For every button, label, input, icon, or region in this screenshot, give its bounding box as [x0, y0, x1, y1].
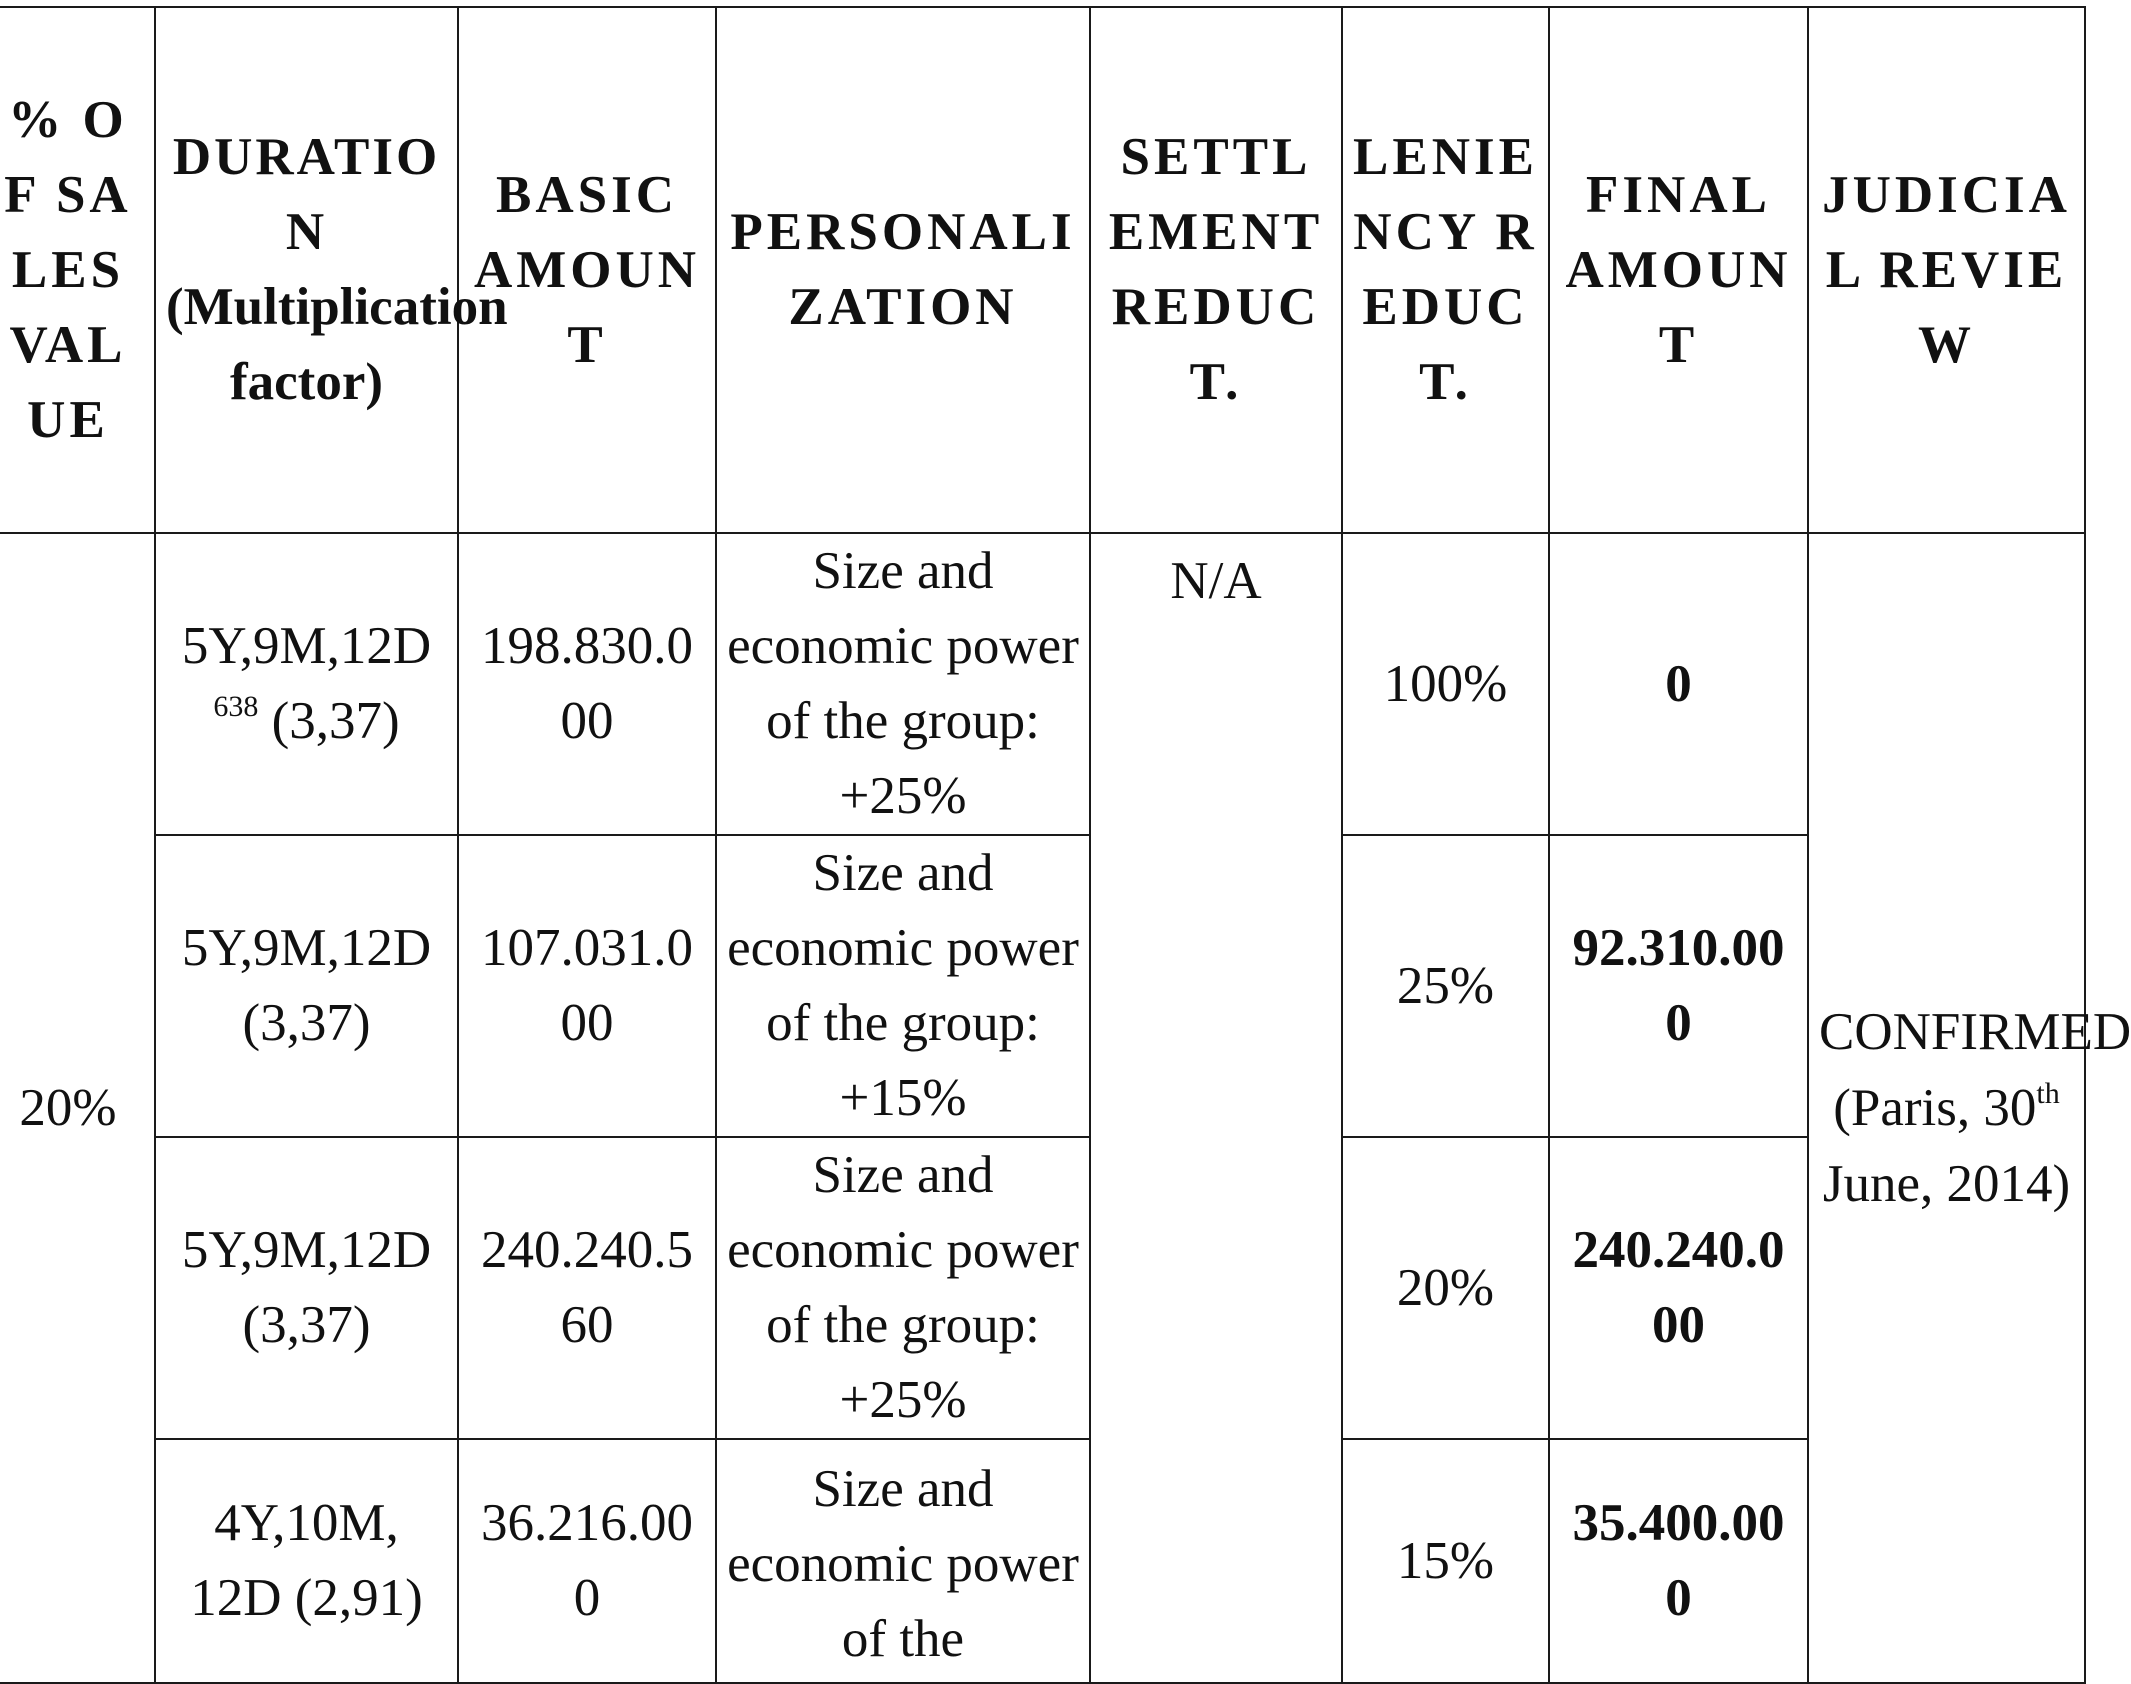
table-row — [0, 1137, 2085, 1439]
review-text-start: CONFIRMED (Paris, 30 — [1819, 1003, 2131, 1137]
duration-value: 5Y,9M,12D — [181, 919, 432, 977]
duration-value: 5Y,9M,12D — [181, 1221, 432, 1279]
header-personalization: PERSONALIZATION — [716, 7, 1090, 533]
header-settlement: SETTLEMENT REDUCT. — [1090, 7, 1342, 533]
duration-cell — [155, 835, 458, 1137]
duration-factor: 12D (2,91) — [190, 1569, 423, 1627]
leniency-cell: 20% — [1342, 1137, 1549, 1439]
sales-value-cell: 20% — [0, 533, 155, 1683]
header-duration-label: DURATION — [172, 128, 441, 261]
header-row — [0, 7, 2085, 533]
personalization-cell: Size and economic power of the group: +25% — [716, 533, 1090, 835]
duration-value: 4Y,10M, — [214, 1494, 399, 1552]
basic-amount-cell: 240.240.560 — [458, 1137, 716, 1439]
review-text-end: June, 2014) — [1822, 1155, 2071, 1213]
fines-table — [0, 6, 2131, 1684]
header-judicial-review: JUDICIAL REVIEW — [1808, 7, 2085, 533]
header-sales-value: % OF SALES VALUE — [0, 7, 155, 533]
basic-amount-cell: 107.031.000 — [458, 835, 716, 1137]
final-amount-cell: 240.240.000 — [1549, 1137, 1808, 1439]
table-row — [0, 1439, 2085, 1683]
header-duration-sub: (Multiplication factor) — [166, 278, 508, 411]
duration-cell — [155, 533, 458, 835]
duration-factor: (3,37) — [271, 692, 400, 750]
header-duration — [155, 7, 508, 533]
personalization-cell: Size and economic power of the group: +15% — [716, 835, 1090, 1137]
table-row — [0, 533, 2085, 835]
final-amount-cell: 35.400.000 — [1549, 1439, 1808, 1683]
header-leniency: LENIENCY REDUCT. — [1342, 7, 1549, 533]
personalization-cell: Size and economic power of the group: +25% — [716, 1137, 1090, 1439]
review-ordinal: th — [2036, 1077, 2060, 1110]
judicial-review-cell — [1808, 533, 2131, 1683]
basic-amount-cell: 36.216.000 — [458, 1439, 716, 1683]
duration-value: 5Y,9M,12D — [181, 617, 432, 675]
basic-amount-cell: 198.830.000 — [458, 533, 716, 835]
footnote-ref: 638 — [213, 690, 259, 723]
duration-factor: (3,37) — [242, 1296, 371, 1354]
table-row — [0, 835, 2085, 1137]
leniency-cell: 100% — [1342, 533, 1549, 835]
personalization-cell: Size and economic power of the — [716, 1439, 1090, 1683]
duration-cell — [155, 1439, 458, 1683]
settlement-cell: N/A — [1090, 533, 1342, 1683]
final-amount-cell: 0 — [1549, 533, 1808, 835]
leniency-cell: 15% — [1342, 1439, 1549, 1683]
final-amount-cell: 92.310.000 — [1549, 835, 1808, 1137]
duration-factor: (3,37) — [242, 994, 371, 1052]
header-final-amount: FINAL AMOUNT — [1549, 7, 1808, 533]
duration-cell — [155, 1137, 458, 1439]
leniency-cell: 25% — [1342, 835, 1549, 1137]
header-basic-amount: BASIC AMOUNT — [458, 7, 716, 533]
